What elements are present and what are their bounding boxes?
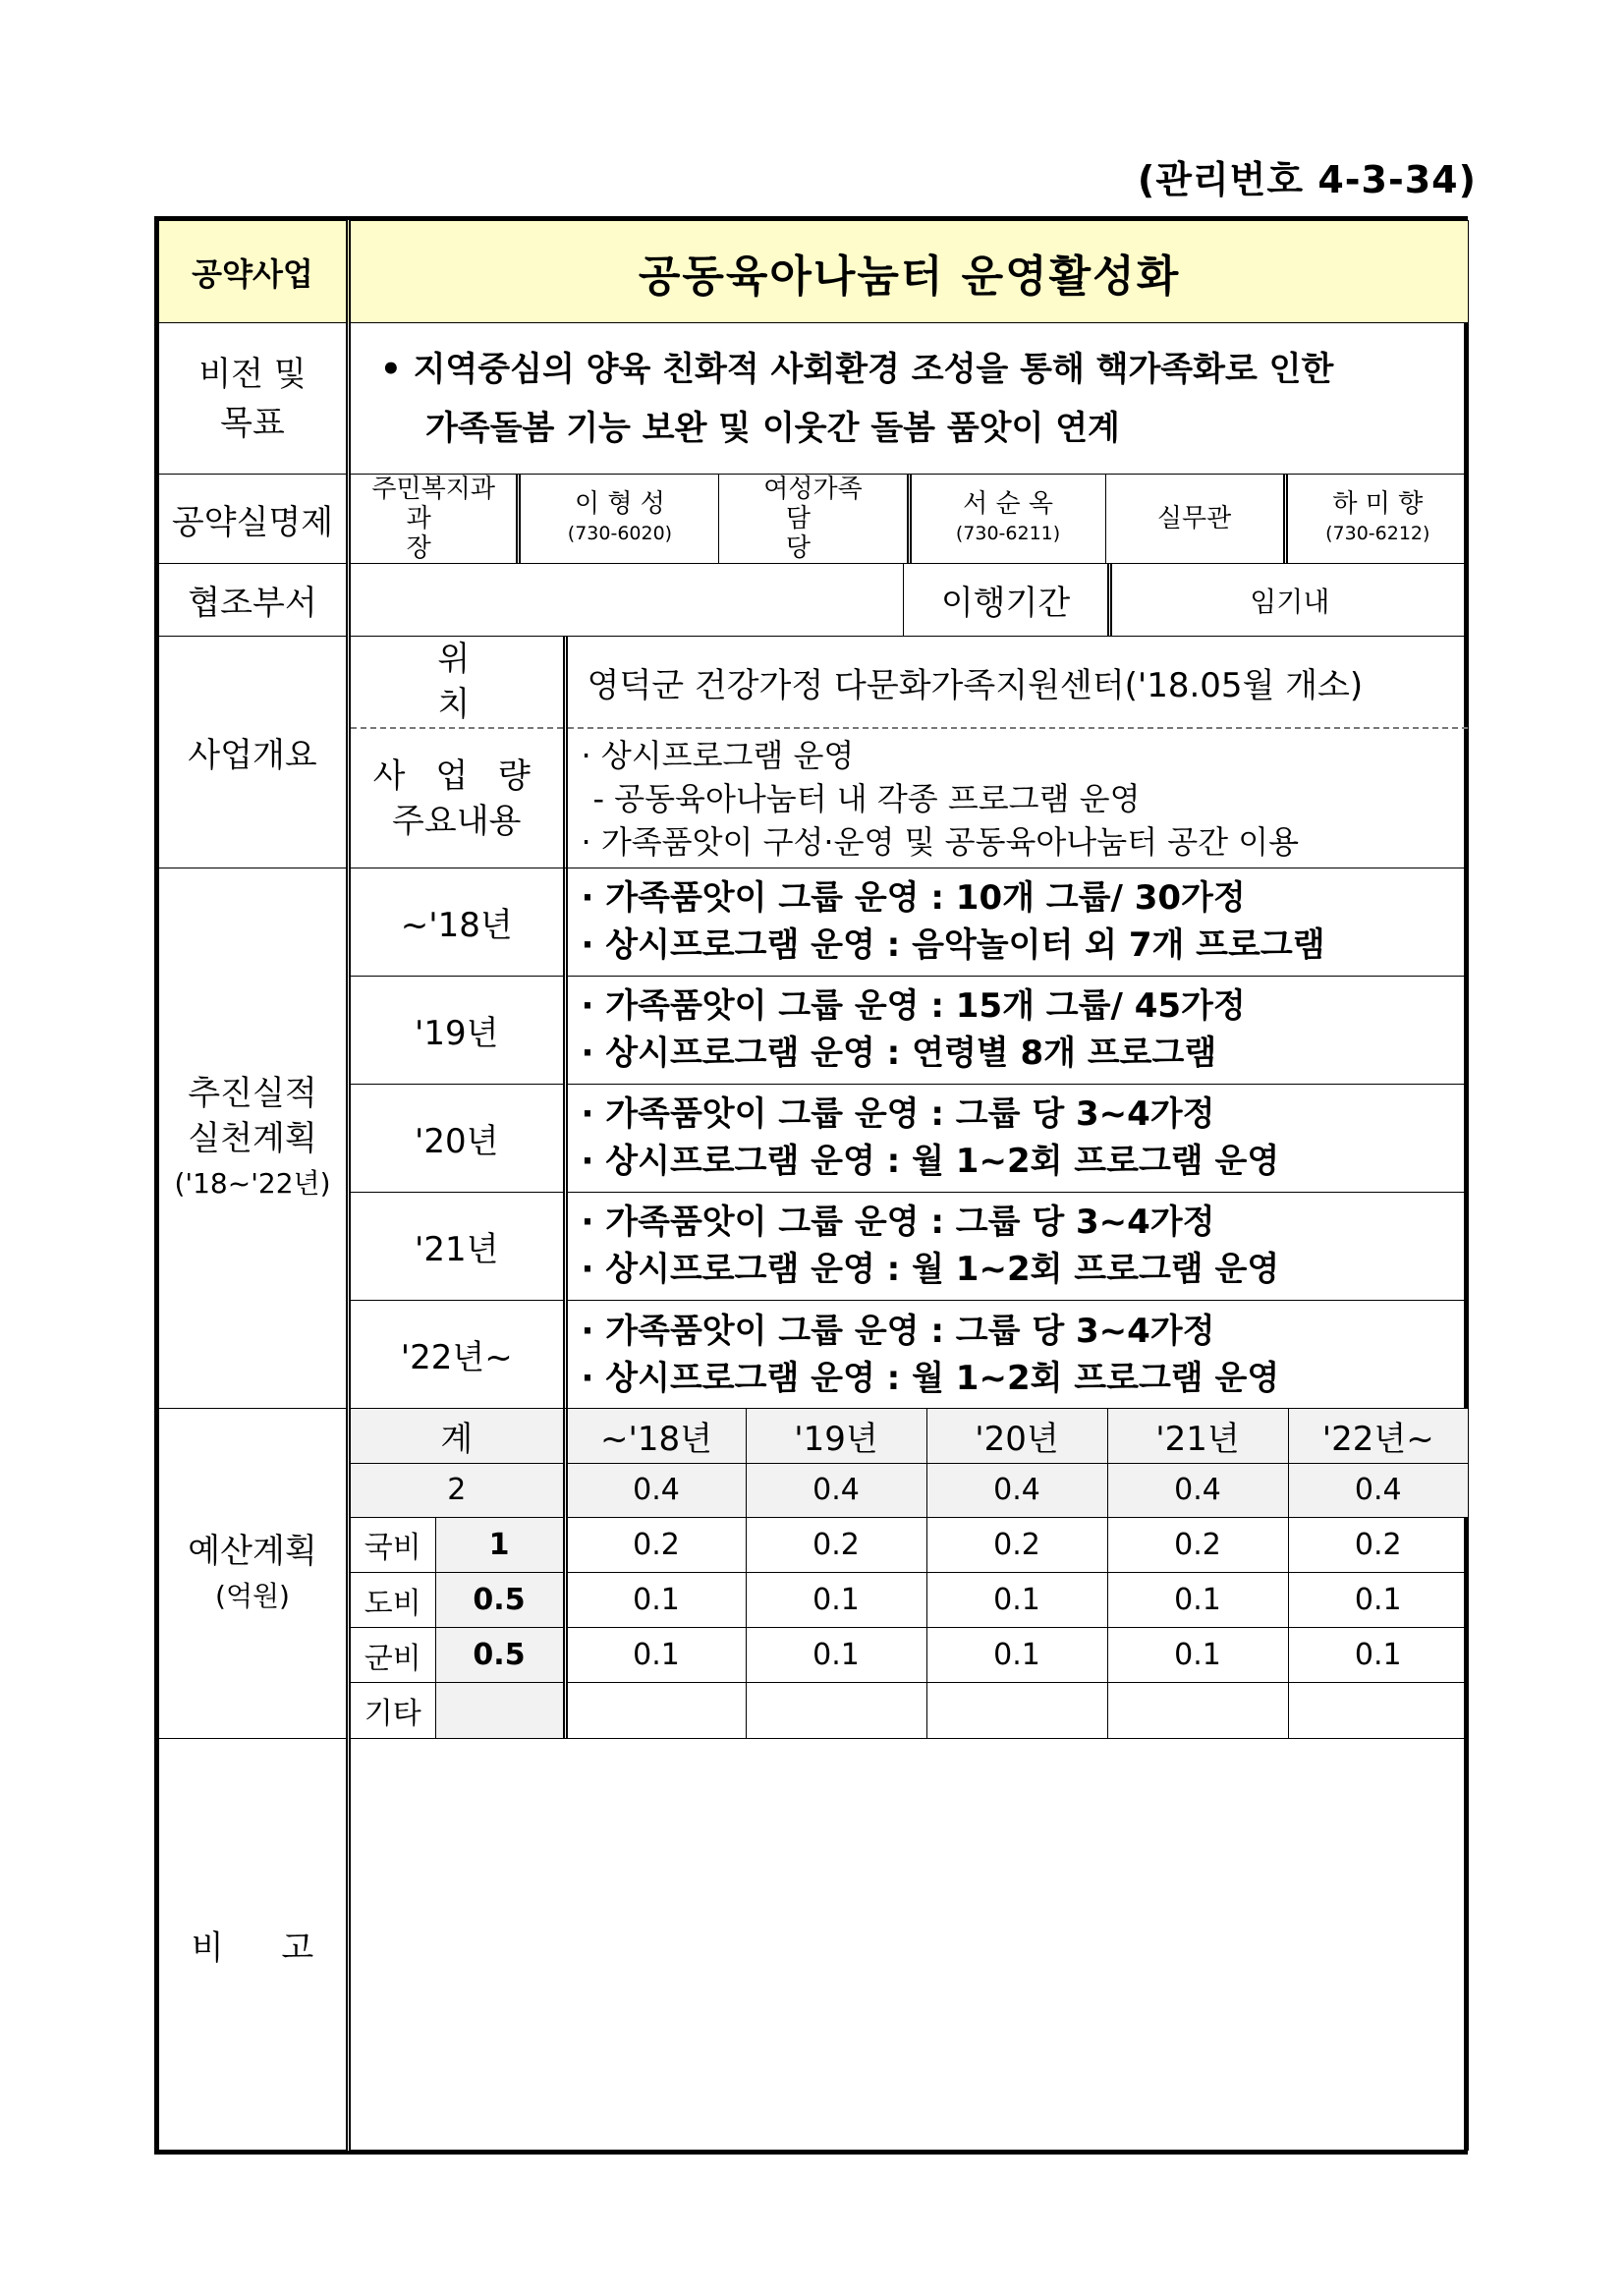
responsible-label: 공약실명제: [159, 475, 349, 564]
coop-table: [349, 564, 1469, 637]
plan-year-2: '19년: [351, 976, 565, 1084]
budget-total-2022: 0.4: [1288, 1463, 1468, 1517]
plan-text-1: [565, 868, 1468, 976]
role3: 실무관: [1105, 475, 1285, 563]
person2-phone: (730-6211): [955, 523, 1061, 544]
plan-year-5: '22년~: [351, 1301, 565, 1409]
plan-text-4-line2: · 상시프로그램 운영 : 월 1~2회 프로그램 운영: [581, 1250, 1280, 1290]
plan-text-3: [565, 1084, 1468, 1192]
budget-province-2021: 0.1: [1107, 1572, 1288, 1627]
budget-other-2021: [1107, 1683, 1288, 1738]
budget-county-2021: 0.1: [1107, 1628, 1288, 1683]
coop-value: [351, 564, 904, 636]
budget-county-2018: 0.1: [565, 1628, 746, 1683]
vision-label: [159, 323, 349, 475]
budget-total-sum: 2: [351, 1463, 565, 1517]
location-value: 영덕군 건강가정 다문화가족지원센터('18.05월 개소): [565, 637, 1468, 728]
plan-text-3-line2: · 상시프로그램 운영 : 월 1~2회 프로그램 운영: [581, 1142, 1280, 1182]
content-label-line2: 주요내용: [392, 801, 522, 841]
person1: [519, 475, 719, 563]
plan-table: [349, 868, 1469, 1409]
budget-header-total: 계: [351, 1409, 565, 1463]
plan-year-3: '20년: [351, 1084, 565, 1192]
budget-table: [349, 1409, 1469, 1739]
content-lines: [565, 728, 1468, 868]
dept1-line1: 주민복지과: [371, 475, 495, 504]
budget-header-2020: '20년: [926, 1409, 1107, 1463]
period-label: 이행기간: [904, 564, 1109, 636]
budget-header-2018: ~'18년: [565, 1409, 746, 1463]
plan-text-2: [565, 976, 1468, 1084]
plan-year-4: '21년: [351, 1192, 565, 1300]
budget-header-2019: '19년: [746, 1409, 926, 1463]
budget-province-2022: 0.1: [1288, 1572, 1468, 1627]
budget-total-2020: 0.4: [926, 1463, 1107, 1517]
plan-text-2-line2: · 상시프로그램 운영 : 연령별 8개 프로그램: [581, 1034, 1217, 1074]
content-line-3: · 가족품앗이 구성·운영 및 공동육아나눔터 공간 이용: [581, 822, 1300, 861]
budget-province-2019: 0.1: [746, 1572, 926, 1627]
person2: [909, 475, 1105, 563]
budget-other-2022: [1288, 1683, 1468, 1738]
budget-national-2022: 0.2: [1288, 1517, 1468, 1572]
overview-label: 사업개요: [159, 637, 349, 868]
budget-row-name-county: 군비: [351, 1628, 435, 1683]
pledge-label-text: 공약사업: [192, 254, 313, 293]
note-value: [349, 1739, 1469, 2151]
dept1: [351, 475, 519, 563]
dept2-line1: 여성가족: [763, 475, 863, 504]
plan-text-5: [565, 1301, 1468, 1409]
person3-phone: (730-6212): [1325, 523, 1430, 544]
location-label: 위 치: [351, 637, 565, 728]
budget-row-total-other: [435, 1683, 565, 1738]
plan-text-2-line1: · 가족품앗이 그룹 운영 : 15개 그룹/ 45가정: [581, 986, 1246, 1027]
budget-row-total-province: 0.5: [435, 1572, 565, 1627]
budget-total-2019: 0.4: [746, 1463, 926, 1517]
pledge-form: [154, 216, 1468, 2155]
dept2-line2: 담 당: [785, 504, 870, 563]
period-value: 임기내: [1250, 585, 1330, 618]
plan-year-1: ~'18년: [351, 868, 565, 976]
dept1-line2: 과 장: [406, 504, 490, 563]
budget-label-line1: 예산계획: [188, 1531, 317, 1571]
budget-other-2020: [926, 1683, 1107, 1738]
overview-table: [349, 637, 1469, 868]
plan-label-line1: 추진실적: [188, 1073, 317, 1113]
plan-label: [159, 868, 349, 1409]
budget-county-2020: 0.1: [926, 1628, 1107, 1683]
pledge-title: 공동육아나눔터 운영활성화: [349, 221, 1469, 323]
content-line-1: · 상시프로그램 운영: [581, 736, 855, 774]
budget-label: [159, 1409, 349, 1739]
vision-label-line1: 비전 및: [198, 354, 307, 394]
content-label: [351, 728, 565, 868]
budget-row-name-other: 기타: [351, 1683, 435, 1738]
plan-text-5-line2: · 상시프로그램 운영 : 월 1~2회 프로그램 운영: [581, 1358, 1280, 1398]
content-label-line1: 사 업 량: [372, 756, 540, 796]
note-label: 비 고: [159, 1739, 349, 2151]
plan-text-3-line1: · 가족품앗이 그룹 운영 : 그룹 당 3~4가정: [581, 1094, 1215, 1135]
plan-label-line3: ('18~'22년): [174, 1166, 331, 1200]
budget-total-2021: 0.4: [1107, 1463, 1288, 1517]
budget-other-2019: [746, 1683, 926, 1738]
budget-row-total-national: 1: [435, 1517, 565, 1572]
plan-text-1-line2: · 상시프로그램 운영 : 음악놀이터 외 7개 프로그램: [581, 925, 1325, 966]
person3: [1285, 475, 1468, 563]
budget-total-2018: 0.4: [565, 1463, 746, 1517]
budget-row-name-national: 국비: [351, 1517, 435, 1572]
plan-text-4-line1: · 가족품앗이 그룹 운영 : 그룹 당 3~4가정: [581, 1203, 1215, 1243]
budget-province-2018: 0.1: [565, 1572, 746, 1627]
budget-province-2020: 0.1: [926, 1572, 1107, 1627]
management-number: (관리번호 4-3-34): [1137, 158, 1477, 201]
budget-header-2021: '21년: [1107, 1409, 1288, 1463]
plan-text-1-line1: · 가족품앗이 그룹 운영 : 10개 그룹/ 30가정: [581, 878, 1246, 919]
pledge-label: [159, 221, 349, 323]
person2-name: 서 순 옥: [963, 489, 1053, 519]
budget-header-2022: '22년~: [1288, 1409, 1468, 1463]
vision-line1: • 지역중심의 양육 친화적 사회환경 조성을 통해 핵가족화로 인한: [380, 349, 1334, 389]
budget-national-2020: 0.2: [926, 1517, 1107, 1572]
content-line-2: - 공동육아나눔터 내 각종 프로그램 운영: [592, 779, 1141, 817]
budget-row-name-province: 도비: [351, 1572, 435, 1627]
vision-label-line2: 목표: [220, 403, 285, 443]
budget-label-line2: (억원): [215, 1579, 290, 1612]
budget-national-2019: 0.2: [746, 1517, 926, 1572]
coop-label: 협조부서: [159, 564, 349, 637]
budget-other-2018: [565, 1683, 746, 1738]
person1-name: 이 형 성: [575, 489, 665, 519]
vision-text: [349, 323, 1469, 475]
dept2: [719, 475, 909, 563]
vision-line2: 가족돌봄 기능 보완 및 이웃간 돌봄 품앗이 연계: [425, 408, 1120, 448]
budget-national-2021: 0.2: [1107, 1517, 1288, 1572]
plan-label-line2: 실천계획: [188, 1118, 317, 1158]
budget-county-2019: 0.1: [746, 1628, 926, 1683]
budget-row-total-county: 0.5: [435, 1628, 565, 1683]
responsible-table: [349, 475, 1469, 564]
budget-national-2018: 0.2: [565, 1517, 746, 1572]
person1-phone: (730-6020): [567, 523, 673, 544]
budget-county-2022: 0.1: [1288, 1628, 1468, 1683]
plan-text-4: [565, 1192, 1468, 1300]
plan-text-5-line1: · 가족품앗이 그룹 운영 : 그룹 당 3~4가정: [581, 1311, 1215, 1351]
person3-name: 하 미 향: [1332, 489, 1424, 519]
